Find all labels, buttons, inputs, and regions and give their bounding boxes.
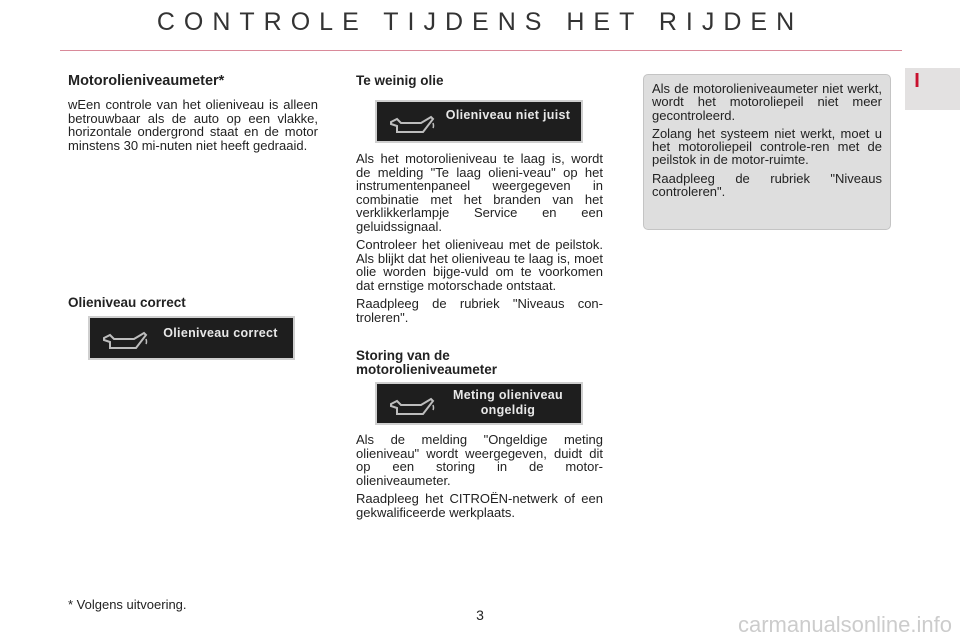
fault-display (375, 382, 583, 425)
low-oil-display (375, 100, 583, 143)
footnote: * Volgens uitvoering. (68, 597, 187, 612)
fault-display-text (441, 388, 575, 418)
low-oil-p1: Als het motorolieniveau te laag is, wordt de melding "Te laag olieni-veau" op het instrumentenpaneel weergegeven in combinatie met het branden van het verklikkerlampje Service en een geluidssignaal. (356, 151, 603, 234)
fault-display-line1: Meting olieniveau (453, 388, 563, 402)
fault-p2: Raadpleeg het CITROËN-netwerk of een gekwalificeerde werkplaats. (356, 491, 603, 520)
fault-display-line2: ongeldig (480, 403, 536, 417)
oil-can-icon (387, 110, 435, 138)
section-tab-letter: I (914, 70, 920, 92)
oil-correct-display-text: Olieniveau correct (163, 326, 278, 340)
info-box (643, 74, 891, 230)
oil-correct-heading: Olieniveau correct (68, 295, 186, 310)
fault-heading-line1: Storing van de (356, 348, 450, 363)
fault-heading-line2: motorolieniveaumeter (356, 362, 498, 377)
page-title: CONTROLE TIJDENS HET RIJDEN (156, 8, 804, 36)
header-rule (60, 50, 902, 51)
low-oil-heading: Te weinig olie (356, 73, 444, 88)
oil-meter-intro (68, 98, 318, 157)
info-p1: Als de motorolieniveaumeter niet werkt, wordt het motoroliepeil niet meer gecontroleerd. (652, 81, 882, 123)
low-oil-p2: Controleer het olieniveau met de peilstok. Als blijkt dat het olieniveau te laag is, moet olie worden bijge-vuld om te voorkomen dat ernstige motorschade ontstaat. (356, 237, 603, 293)
oil-meter-heading: Motorolieniveaumeter* (68, 73, 225, 89)
fault-heading (356, 349, 497, 377)
fault-body (356, 433, 603, 524)
oil-meter-intro-text: wEen controle van het olieniveau is alleen betrouwbaar als de auto op een vlakke, horizontale ondergrond staat en de motor minstens 30 mi-nuten niet heeft gedraaid. (68, 97, 318, 153)
watermark: carmanualsonline.info (737, 612, 952, 637)
oil-can-icon (100, 326, 148, 354)
low-oil-body (356, 152, 603, 329)
info-p3: Raadpleeg de rubriek "Niveaus controleren". (652, 170, 882, 200)
low-oil-display-text: Olieniveau niet juist (445, 108, 571, 122)
low-oil-p3: Raadpleeg de rubriek "Niveaus con-troleren". (356, 296, 603, 325)
oil-can-icon (387, 392, 435, 420)
oil-correct-display (88, 316, 295, 360)
info-p2: Zolang het systeem niet werkt, moet u het motoroliepeil controle-ren met de peilstok in de motor-ruimte. (652, 125, 882, 168)
fault-p1: Als de melding "Ongeldige meting olieniveau" wordt weergegeven, duidt dit op een storing in de motor-olieniveaumeter. (356, 432, 603, 488)
page-number: 3 (476, 607, 484, 623)
